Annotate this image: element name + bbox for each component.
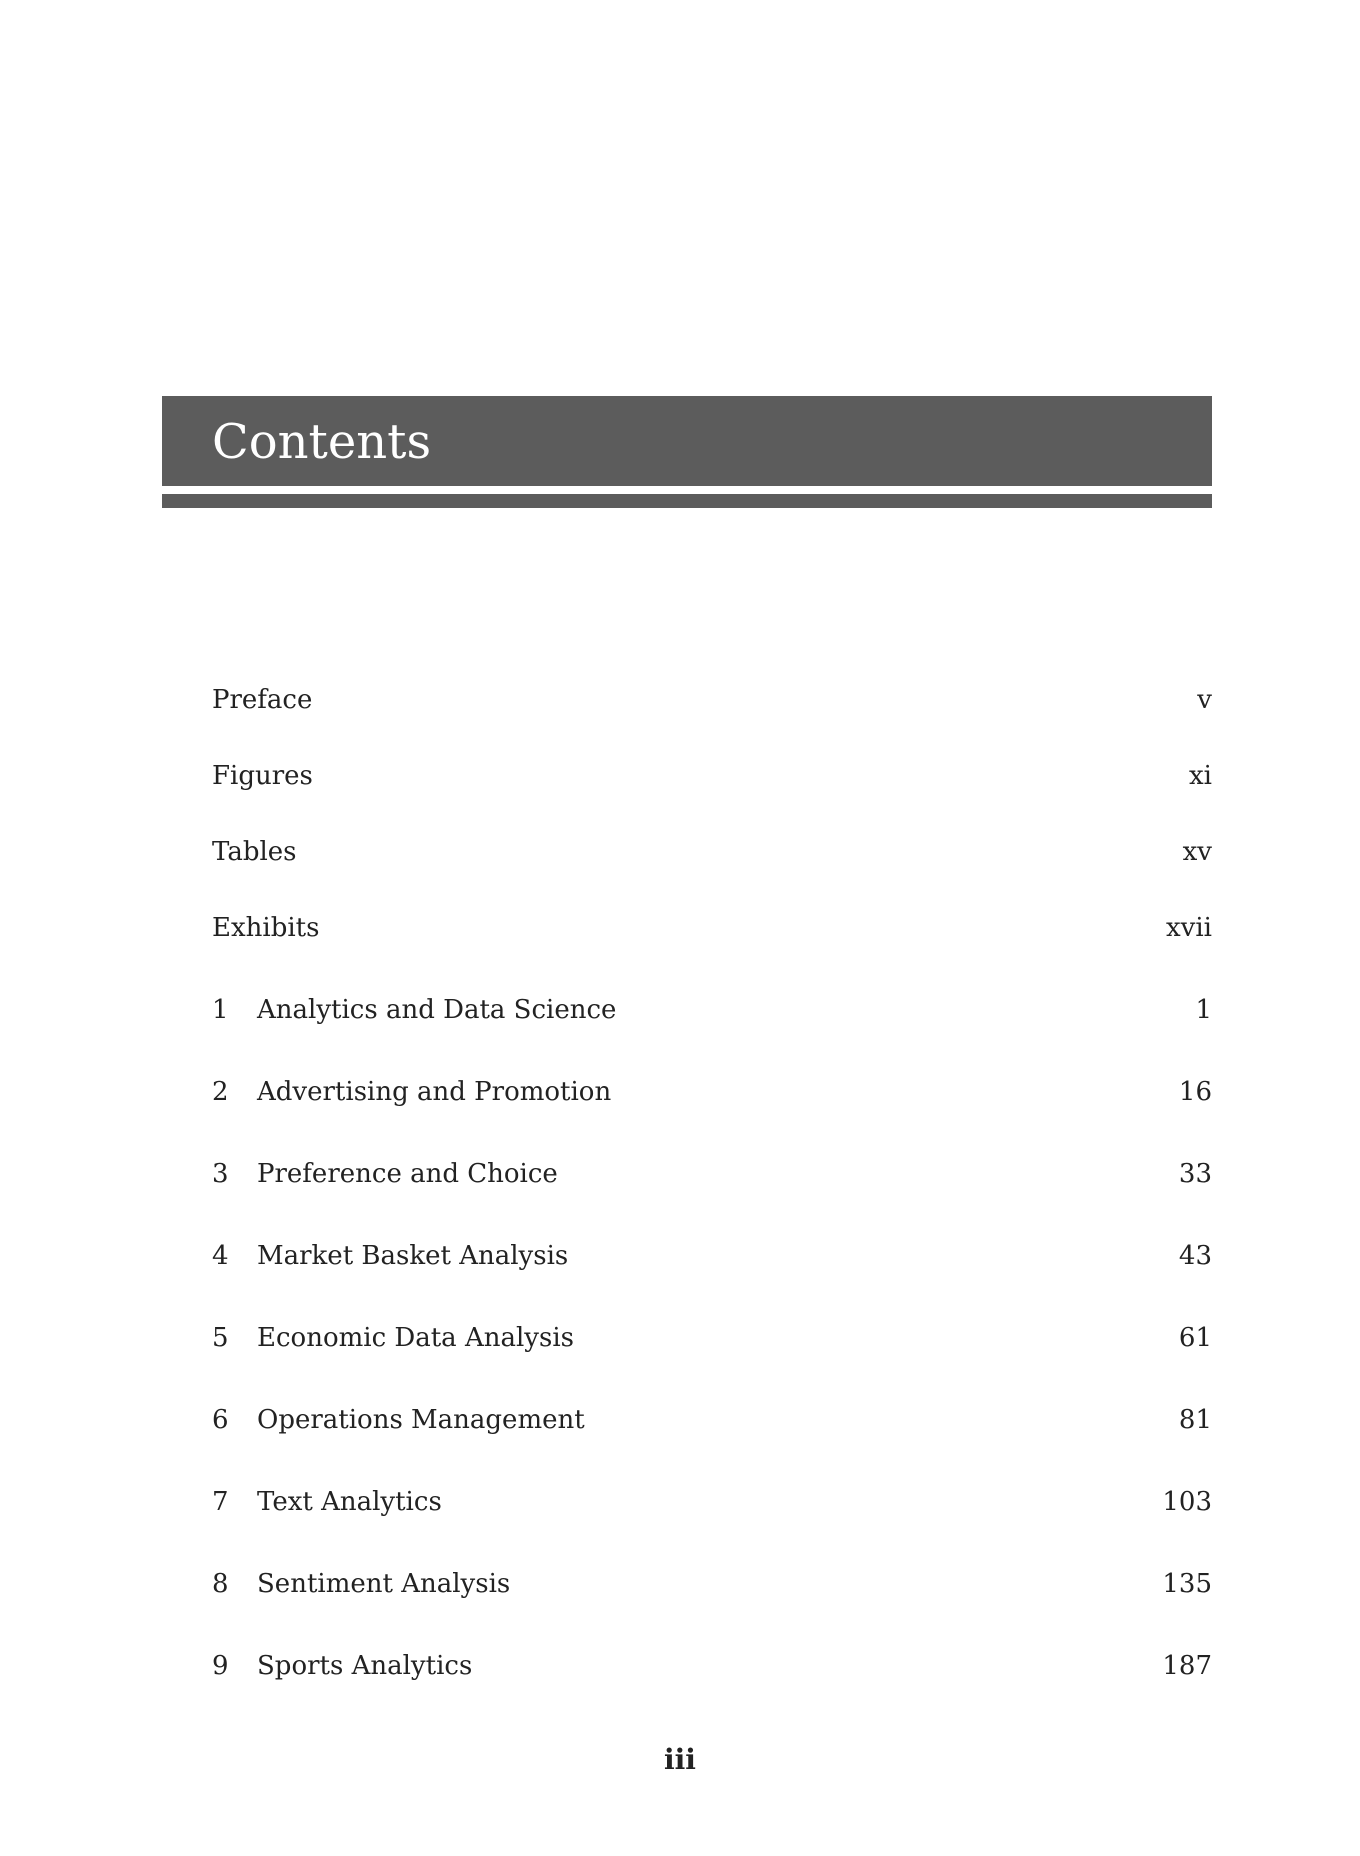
- toc-entry-page: v: [1197, 685, 1212, 715]
- chapter-number: 9: [212, 1651, 229, 1681]
- toc-entry-page: xi: [1189, 761, 1212, 791]
- chapter-number: 2: [212, 1077, 229, 1107]
- toc-chapter-2[interactable]: [212, 1072, 1212, 1112]
- chapter-page: 43: [1178, 1241, 1212, 1271]
- toc-entry-preface[interactable]: [212, 680, 1212, 720]
- chapter-number: 4: [212, 1241, 229, 1271]
- toc-chapter-9[interactable]: [212, 1646, 1212, 1686]
- chapter-title: Operations Management: [257, 1405, 585, 1435]
- chapter-title: Market Basket Analysis: [257, 1241, 569, 1271]
- chapter-page: 103: [1162, 1487, 1212, 1517]
- page-number: iii: [664, 1743, 696, 1776]
- toc-entry-figures[interactable]: [212, 756, 1212, 796]
- page-title: Contents: [212, 414, 432, 470]
- chapter-number: 8: [212, 1569, 229, 1599]
- toc-entry-label: Tables: [212, 837, 297, 867]
- chapter-page: 61: [1178, 1323, 1212, 1353]
- toc-chapter-4[interactable]: [212, 1236, 1212, 1276]
- toc-entry-label: Preface: [212, 685, 313, 715]
- toc-entry-label: Exhibits: [212, 913, 320, 943]
- chapter-number: 7: [212, 1487, 229, 1517]
- toc-chapter-7[interactable]: [212, 1482, 1212, 1522]
- toc-chapter-8[interactable]: [212, 1564, 1212, 1604]
- toc-entry-exhibits[interactable]: [212, 908, 1212, 948]
- toc-entry-label: Figures: [212, 761, 313, 791]
- chapter-page: 187: [1162, 1651, 1212, 1681]
- chapter-page: 33: [1178, 1159, 1212, 1189]
- chapter-title: Sports Analytics: [257, 1651, 473, 1681]
- chapter-page: 1: [1195, 995, 1212, 1025]
- chapter-title: Preference and Choice: [257, 1159, 558, 1189]
- chapter-page: 135: [1162, 1569, 1212, 1599]
- chapter-number: 1: [212, 995, 229, 1025]
- chapter-number: 5: [212, 1323, 229, 1353]
- toc-chapter-5[interactable]: [212, 1318, 1212, 1358]
- chapter-number: 3: [212, 1159, 229, 1189]
- chapter-title: Advertising and Promotion: [257, 1077, 612, 1107]
- chapter-title: Sentiment Analysis: [257, 1569, 511, 1599]
- chapter-number: 6: [212, 1405, 229, 1435]
- toc-entry-tables[interactable]: [212, 832, 1212, 872]
- contents-header-band: [162, 396, 1212, 486]
- toc-entry-page: xv: [1182, 837, 1212, 867]
- toc-chapter-1[interactable]: [212, 990, 1212, 1030]
- chapter-title: Analytics and Data Science: [257, 995, 617, 1025]
- toc-entry-page: xvii: [1166, 913, 1212, 943]
- header-divider: [162, 494, 1212, 508]
- toc-chapter-6[interactable]: [212, 1400, 1212, 1440]
- chapter-page: 81: [1178, 1405, 1212, 1435]
- chapter-title: Economic Data Analysis: [257, 1323, 574, 1353]
- toc-chapter-3[interactable]: [212, 1154, 1212, 1194]
- chapter-title: Text Analytics: [257, 1487, 442, 1517]
- chapter-page: 16: [1178, 1077, 1212, 1107]
